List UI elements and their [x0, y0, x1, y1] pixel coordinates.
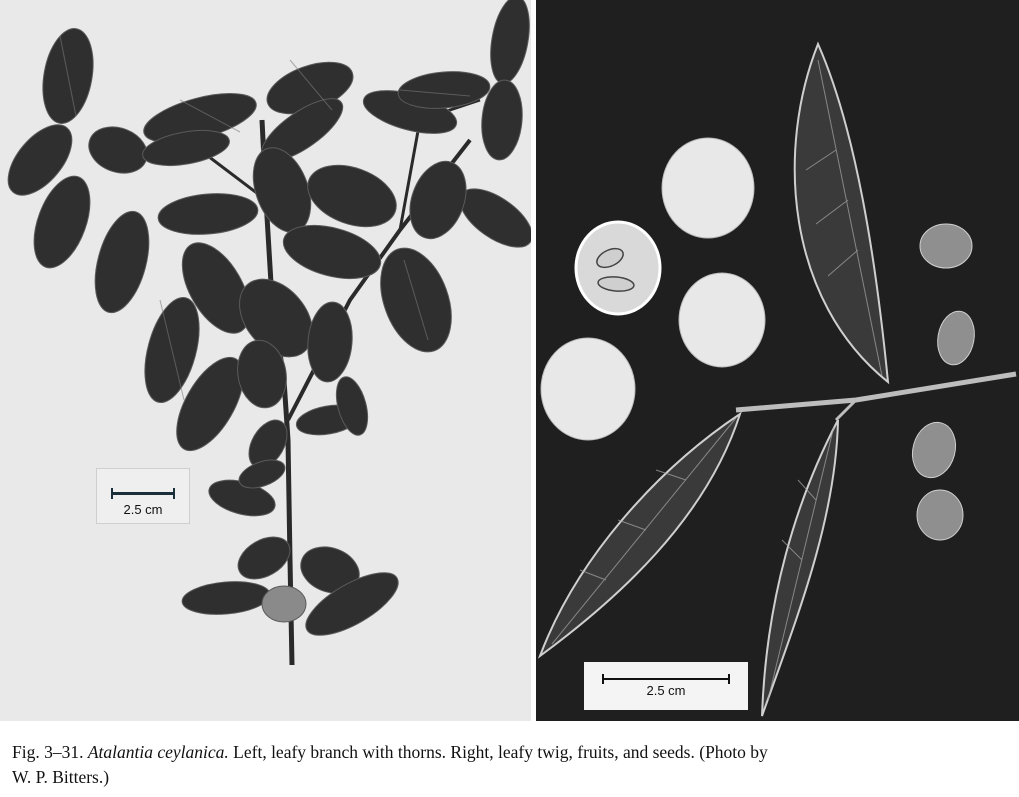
right-photo-twig-fruits-seeds [536, 0, 1019, 721]
right-scale-line [602, 678, 730, 680]
caption-text-line2: W. P. Bitters.) [12, 767, 110, 787]
twig-fruits-seeds-illustration [536, 0, 1019, 721]
left-scale-label: 2.5 cm [123, 502, 163, 517]
caption-text-line1: Left, leafy branch with thorns. Right, leafy twig, fruits, and seeds. (Photo by [233, 742, 768, 762]
left-photo-leafy-branch [0, 0, 531, 721]
right-scale-label: 2.5 cm [646, 683, 686, 698]
caption-species-name: Atalantia ceylanica. [87, 742, 229, 762]
caption-fig-number: Fig. 3–31. [12, 742, 84, 762]
right-scale-bar [584, 662, 748, 710]
left-scale-bar [96, 468, 190, 524]
left-scale-line [111, 492, 175, 495]
figure-caption [12, 740, 1012, 790]
leafy-branch-illustration [0, 0, 531, 721]
